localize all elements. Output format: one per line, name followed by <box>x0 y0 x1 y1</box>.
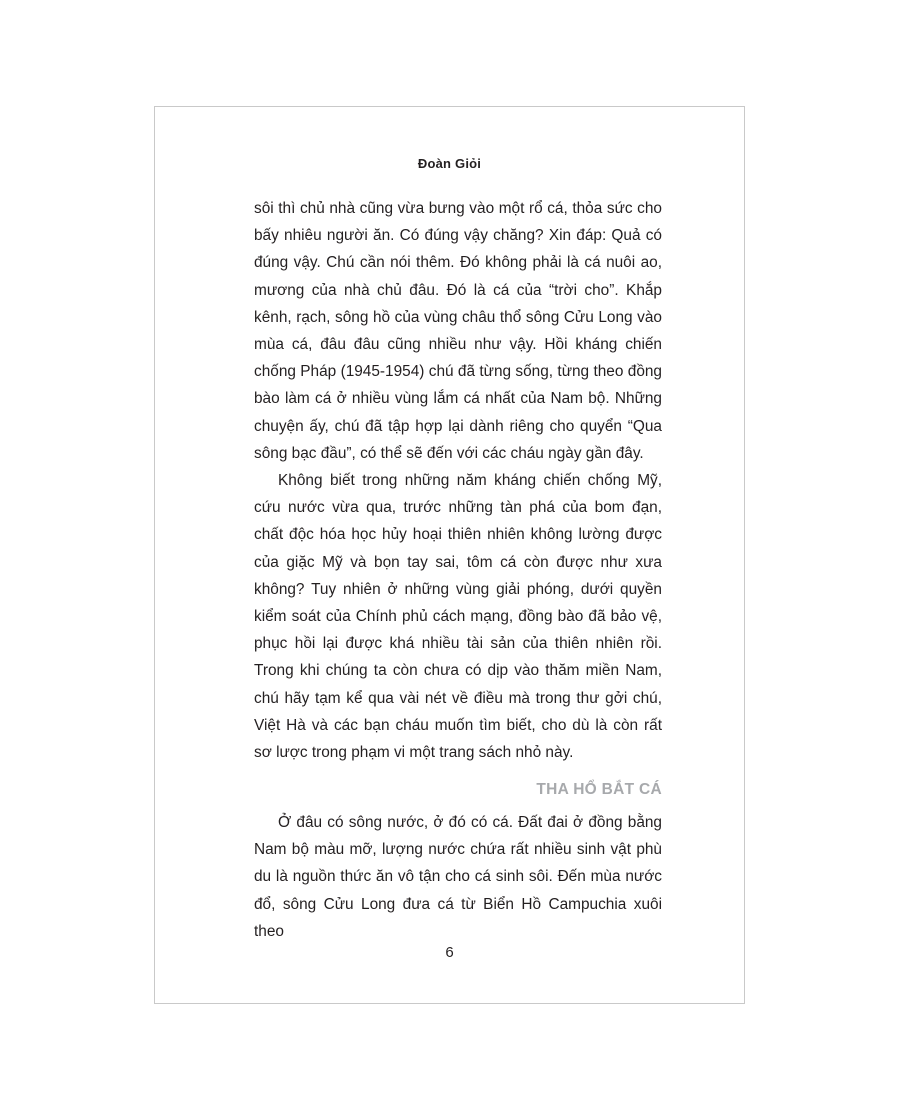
section-body-text <box>254 809 662 945</box>
section-heading: THA HỔ BẮT CÁ <box>536 781 662 798</box>
page-number: 6 <box>445 944 454 961</box>
paragraph: Không biết trong những năm kháng chiến chống Mỹ, cứu nước vừa qua, trước những tàn phá của bom đạn, chất độc hóa học hủy hoại thiên nhiên không lường được của giặc Mỹ và bọn tay sai, tôm cá còn được như xưa không? Tuy nhiên ở những vùng giải phóng, dưới quyền kiểm soát của Chính phủ cách mạng, đồng bào đã bảo vệ, phục hồi lại được khá nhiều tài sản của thiên nhiên rồi. Trong khi chúng ta còn chưa có dịp vào thăm miền Nam, chú hãy tạm kể qua vài nét về điều mà trong thư gởi chú, Việt Hà và các bạn cháu muốn tìm biết, cho dù là còn rất sơ lược trong phạm vi một trang sách nhỏ này. <box>254 472 662 762</box>
paragraph: Ở đâu có sông nước, ở đó có cá. Đất đai ở đồng bằng Nam bộ màu mỡ, lượng nước chứa rất nhiều sinh vật phù du là nguồn thức ăn vô tận cho cá sinh sôi. Đến mùa nước đổ, sông Cửu Long đưa cá từ Biển Hồ Campuchia xuôi theo <box>254 814 662 940</box>
paragraph-continuation: sôi thì chủ nhà cũng vừa bưng vào một rổ cá, thỏa sức cho bấy nhiêu người ăn. Có đúng vậy chăng? Xin đáp: Quả có đúng vậy. Chú cần nói thêm. Đó không phải là cá nuôi ao, mương của nhà chủ đâu. Đó là cá của “trời cho”. Khắp kênh, rạch, sông hồ của vùng châu thổ sông Cửu Long vào mùa cá, đâu đâu cũng nhiều như vậy. Hồi kháng chiến chống Pháp (1945-1954) chú đã từng sống, từng theo đồng bào làm cá ở nhiều vùng lắm cá nhất của Nam bộ. Những chuyện ấy, chú đã tập hợp lại dành riêng cho quyển “Qua sông bạc đầu”, có thể sẽ đến với các cháu ngày gần đây. <box>254 200 662 462</box>
body-text-block <box>254 195 662 766</box>
book-page <box>154 106 745 1004</box>
running-header-author: Đoàn Giỏi <box>417 156 482 171</box>
